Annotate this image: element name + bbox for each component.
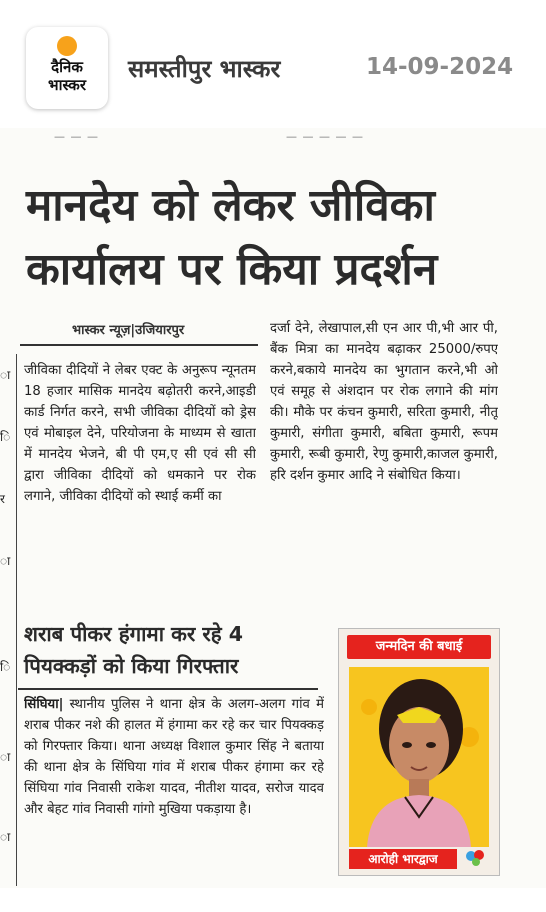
cut-text-fragment: — — — <box>54 130 99 143</box>
newspaper-clipping <box>0 128 546 888</box>
story2-body <box>24 694 324 884</box>
dainik-bhaskar-logo[interactable] <box>26 27 108 109</box>
page-header <box>0 0 546 128</box>
adjacent-column-fragment: ि <box>0 660 11 674</box>
main-headline-line2: कार्यालय पर किया प्रदर्शन <box>26 244 438 295</box>
story2-headline-rule <box>18 688 318 690</box>
portrait-illustration <box>349 667 489 847</box>
story2-headline-line1: शराब पीकर हंगामा कर रहे 4 <box>24 622 244 646</box>
adjacent-column-fragment: ा <box>0 368 11 382</box>
story2-dateline: सिंघिया| <box>24 697 64 712</box>
column-rule <box>16 354 17 886</box>
story1-right-text: दर्जा देने, लेखापाल,सी एन आर पी,भी आर पी, बैंक मित्रा का मानदेय बढ़ाकर 25000/रुपए करने,बकाये मानदेय का भुगतान करने,भी ओ एवं समूह से अंशदान पर रोक लगाने की मांग की। मौके पर कंचन कुमारी, सरिता कुमारी, नीतू कुमारी, संगीता कुमारी, बबिता कुमारी, रूपम कुमारी, रूबी कुमारी, रेणु कुमारी,काजल कुमारी, हरि दर्शन कुमार आदि ने संबोधित किया। <box>270 321 498 483</box>
logo-text-line1: दैनिक <box>51 58 83 76</box>
birthday-card-heading: जन्मदिन की बधाई <box>347 635 491 659</box>
cut-text-fragment: — — — — — <box>286 130 364 143</box>
adjacent-column-fragment: ा <box>0 750 11 764</box>
adjacent-column-fragment: र <box>0 492 5 506</box>
byline-rule <box>20 344 258 346</box>
birthday-child-name: आरोही भारद्वाज <box>349 849 457 869</box>
byline: भास्कर न्यूज़|उजियारपुर <box>72 323 185 338</box>
story1-left-text: जीविका दीदियों ने लेबर एक्ट के अनुरूप न्यूनतम 18 हजार मासिक मानदेय बढ़ोतरी करने,आइडी कार्ड निर्गत करने, सभी जीविका दीदियों को ड्रेस एवं मोबाइल देने, परियोजना के माध्यम से खाता में मानदेय भेजने, बी पी एम,ए सी एवं सी सी द्वारा जीविका दीदियों को धमकाने पर रोक लगाने, जीविका दीदियों को स्थाई कर्मी का <box>24 363 256 504</box>
story1-left-column <box>24 360 256 610</box>
adjacent-column-fragment: ा <box>0 830 11 844</box>
balloon-icon <box>463 847 487 871</box>
birthday-card <box>338 628 500 876</box>
edition-date: 14-09-2024 <box>366 54 514 80</box>
adjacent-column-fragment: ा <box>0 554 11 568</box>
logo-text-line2: भास्कर <box>48 76 86 94</box>
edition-title: समस्तीपुर भास्कर <box>128 55 281 83</box>
adjacent-column-fragment: ि <box>0 430 11 444</box>
story2-body-text: स्थानीय पुलिस ने थाना क्षेत्र के अलग-अलग गांव में शराब पीकर नशे की हालत में हंगामा कर रहे कर चार पियक्कड़ को गिरफ्तार किया। थाना अध्यक्ष विशाल कुमार सिंह ने बताया की थाना क्षेत्र के सिंघिया गांव में शराब पीकर हंगामा कर रहे सिंघिया गांव निवासी राकेश यादव, नीतीश यादव, सरोज यादव और बेहट गांव निवासी गांगो मुखिया पकड़ाया है। <box>24 697 324 817</box>
birthday-portrait-photo <box>349 667 489 847</box>
story2-headline-line2: पियक्कड़ों को किया गिरफ्तार <box>24 654 239 678</box>
story1-right-column <box>270 318 498 618</box>
main-headline-line1: मानदेय को लेकर जीविका <box>26 180 435 231</box>
sun-icon <box>57 36 77 56</box>
